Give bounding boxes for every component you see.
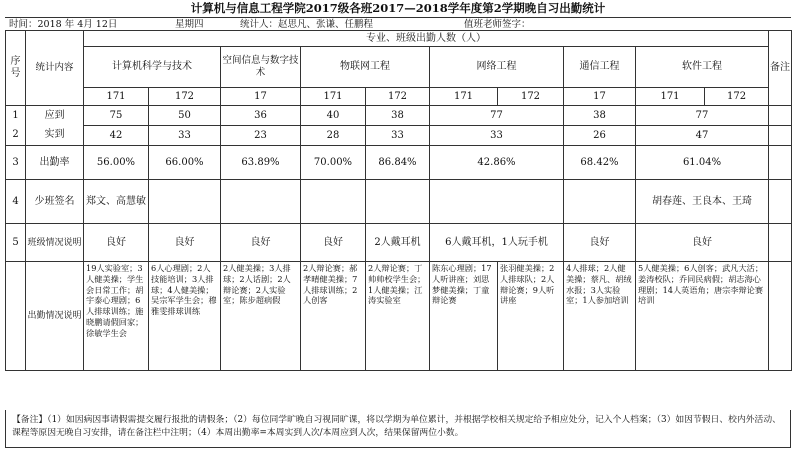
class-soft-172: 172 <box>705 88 769 106</box>
row-detail-label: 出勤情况说明 <box>26 262 84 371</box>
absent-iot171 <box>301 180 366 224</box>
detail-net171: 陈东心理剧；17人听讲座；刘思梦健美操；丁童辩论赛 <box>430 262 498 371</box>
should-soft: 77 <box>636 106 769 126</box>
header-group: 专业、班级出勤人数（人） <box>84 31 769 47</box>
attendance-table <box>5 30 792 371</box>
actual-iot171: 28 <box>301 126 366 146</box>
actual-comm17: 26 <box>564 126 636 146</box>
absent-comm17 <box>564 180 636 224</box>
remark-detail <box>769 262 792 371</box>
actual-spatial17: 23 <box>221 126 301 146</box>
notes-box: 【备注】（1）如因病因事请假需提交履行报批的请假条；（2）每位同学旷晚自习视同旷课，将以学期为单位累计，并根据学校相关规定给予相应处分，记入个人档案；（3）如因节假日、校内外活动、课程等原因无晚自习安排，请在备注栏中注明；（4）本周出勤率=本周实到人次/本周应到人次，结果保留两位小数。 <box>5 410 791 448</box>
class-iot-172: 172 <box>366 88 430 106</box>
class-spatial-17: 17 <box>221 88 301 106</box>
major-spatial: 空间信息与数字技术 <box>221 47 301 88</box>
rate-cs172: 66.00% <box>149 146 221 180</box>
row-actual-num: 2 <box>6 126 26 146</box>
class-cs-171: 171 <box>84 88 149 106</box>
header-remark: 备注 <box>769 31 792 106</box>
status-iot172: 2人戴耳机 <box>366 224 430 262</box>
should-net: 77 <box>430 106 564 126</box>
status-comm17: 良好 <box>564 224 636 262</box>
major-cs: 计算机科学与技术 <box>84 47 221 88</box>
status-cs171: 良好 <box>84 224 149 262</box>
rate-cs171: 56.00% <box>84 146 149 180</box>
row-absent-label: 少班签名 <box>26 180 84 224</box>
should-iot171: 40 <box>301 106 366 126</box>
remark-should <box>769 106 792 126</box>
row-should-num: 1 <box>6 106 26 126</box>
class-comm-17: 17 <box>564 88 636 106</box>
class-iot-171: 171 <box>301 88 366 106</box>
row-should-label: 应到 <box>26 106 84 126</box>
rate-net: 42.86% <box>430 146 564 180</box>
row-status-label: 班级情况说明 <box>26 224 84 262</box>
actual-cs171: 42 <box>84 126 149 146</box>
status-soft: 良好 <box>636 224 769 262</box>
status-cs172: 良好 <box>149 224 221 262</box>
actual-iot172: 33 <box>366 126 430 146</box>
detail-soft: 5人健美操；6人创客；武凡大活；姜涛校队；乔同民病假；胡志海心理剧；14人英语角；唐宗李辩论赛培训 <box>636 262 769 371</box>
should-iot172: 38 <box>366 106 430 126</box>
info-row <box>5 17 791 31</box>
stats-people-field: 统计人：赵思凡、张谦、任鹏程 <box>240 19 374 30</box>
major-software: 软件工程 <box>636 47 769 88</box>
class-net-172: 172 <box>498 88 564 106</box>
row-detail-num <box>6 262 26 371</box>
remark-rate <box>769 146 792 180</box>
should-cs171: 75 <box>84 106 149 126</box>
major-iot: 物联网工程 <box>301 47 430 88</box>
absent-net <box>430 180 564 224</box>
remark-status <box>769 224 792 262</box>
class-cs-172: 172 <box>149 88 221 106</box>
row-rate-label: 出勤率 <box>26 146 84 180</box>
sheet-title: 计算机与信息工程学院2017级各班2017—2018学年度第2学期晚自习出勤统计 <box>190 1 606 15</box>
actual-net: 33 <box>430 126 564 146</box>
rate-soft: 61.04% <box>636 146 769 180</box>
major-comm: 通信工程 <box>564 47 636 88</box>
remark-actual <box>769 126 792 146</box>
weekday-field: 星期四 <box>175 19 204 30</box>
absent-iot172 <box>366 180 430 224</box>
attendance-sheet <box>5 0 791 458</box>
actual-soft: 47 <box>636 126 769 146</box>
detail-iot172: 2人辩论赛；丁帅帅校学生会；1人健美操；江涛实验室 <box>366 262 430 371</box>
row-status-num: 5 <box>6 224 26 262</box>
status-iot171: 良好 <box>301 224 366 262</box>
absent-cs171: 郑文、高慧敏 <box>84 180 149 224</box>
status-net: 6人戴耳机，1人玩手机 <box>430 224 564 262</box>
should-cs172: 50 <box>149 106 221 126</box>
should-comm17: 38 <box>564 106 636 126</box>
class-soft-171: 171 <box>636 88 705 106</box>
detail-cs172: 6人心理剧；2人技能培训；3人排球；4人健美操；吴宗军学生会；穆雅雯排球训练 <box>149 262 221 371</box>
absent-spatial17 <box>221 180 301 224</box>
row-rate-num: 3 <box>6 146 26 180</box>
detail-iot171: 2人辩论赛；郝孝晴健美操；7人排球训练；2人创客 <box>301 262 366 371</box>
rate-spatial17: 63.89% <box>221 146 301 180</box>
absent-soft: 胡春莲、王良本、王琦 <box>636 180 769 224</box>
detail-cs171: 19人实验室；3人健美操；学生会日常工作；胡宇泰心理剧；6人排球训练；施晓鹏请假回家；徐敏学生会 <box>84 262 149 371</box>
row-actual-label: 实到 <box>26 126 84 146</box>
detail-comm17: 4人排球；2人健美操；蔡凡、胡绒水报；3人实验室；1人参加培训 <box>564 262 636 371</box>
absent-cs172 <box>149 180 221 224</box>
detail-net172: 张羽健美操；2人排球队；2人辩论赛；9人听讲座 <box>498 262 564 371</box>
header-seq: 序号 <box>6 31 26 106</box>
row-absent-num: 4 <box>6 180 26 224</box>
actual-cs172: 33 <box>149 126 221 146</box>
remark-absent <box>769 180 792 224</box>
status-spatial17: 良好 <box>221 224 301 262</box>
header-content: 统计内容 <box>26 31 84 106</box>
date-field: 时间：2018 年 4月 12日 <box>9 19 118 30</box>
rate-iot171: 70.00% <box>301 146 366 180</box>
should-spatial17: 36 <box>221 106 301 126</box>
class-net-171: 171 <box>430 88 498 106</box>
teacher-sign-field: 值班老师签字： <box>464 19 531 30</box>
rate-iot172: 86.84% <box>366 146 430 180</box>
rate-comm17: 68.42% <box>564 146 636 180</box>
major-network: 网络工程 <box>430 47 564 88</box>
detail-spatial17: 2人健美操；3人排球；2人话剧；2人辩论赛；2人实验室；陈步超病假 <box>221 262 301 371</box>
